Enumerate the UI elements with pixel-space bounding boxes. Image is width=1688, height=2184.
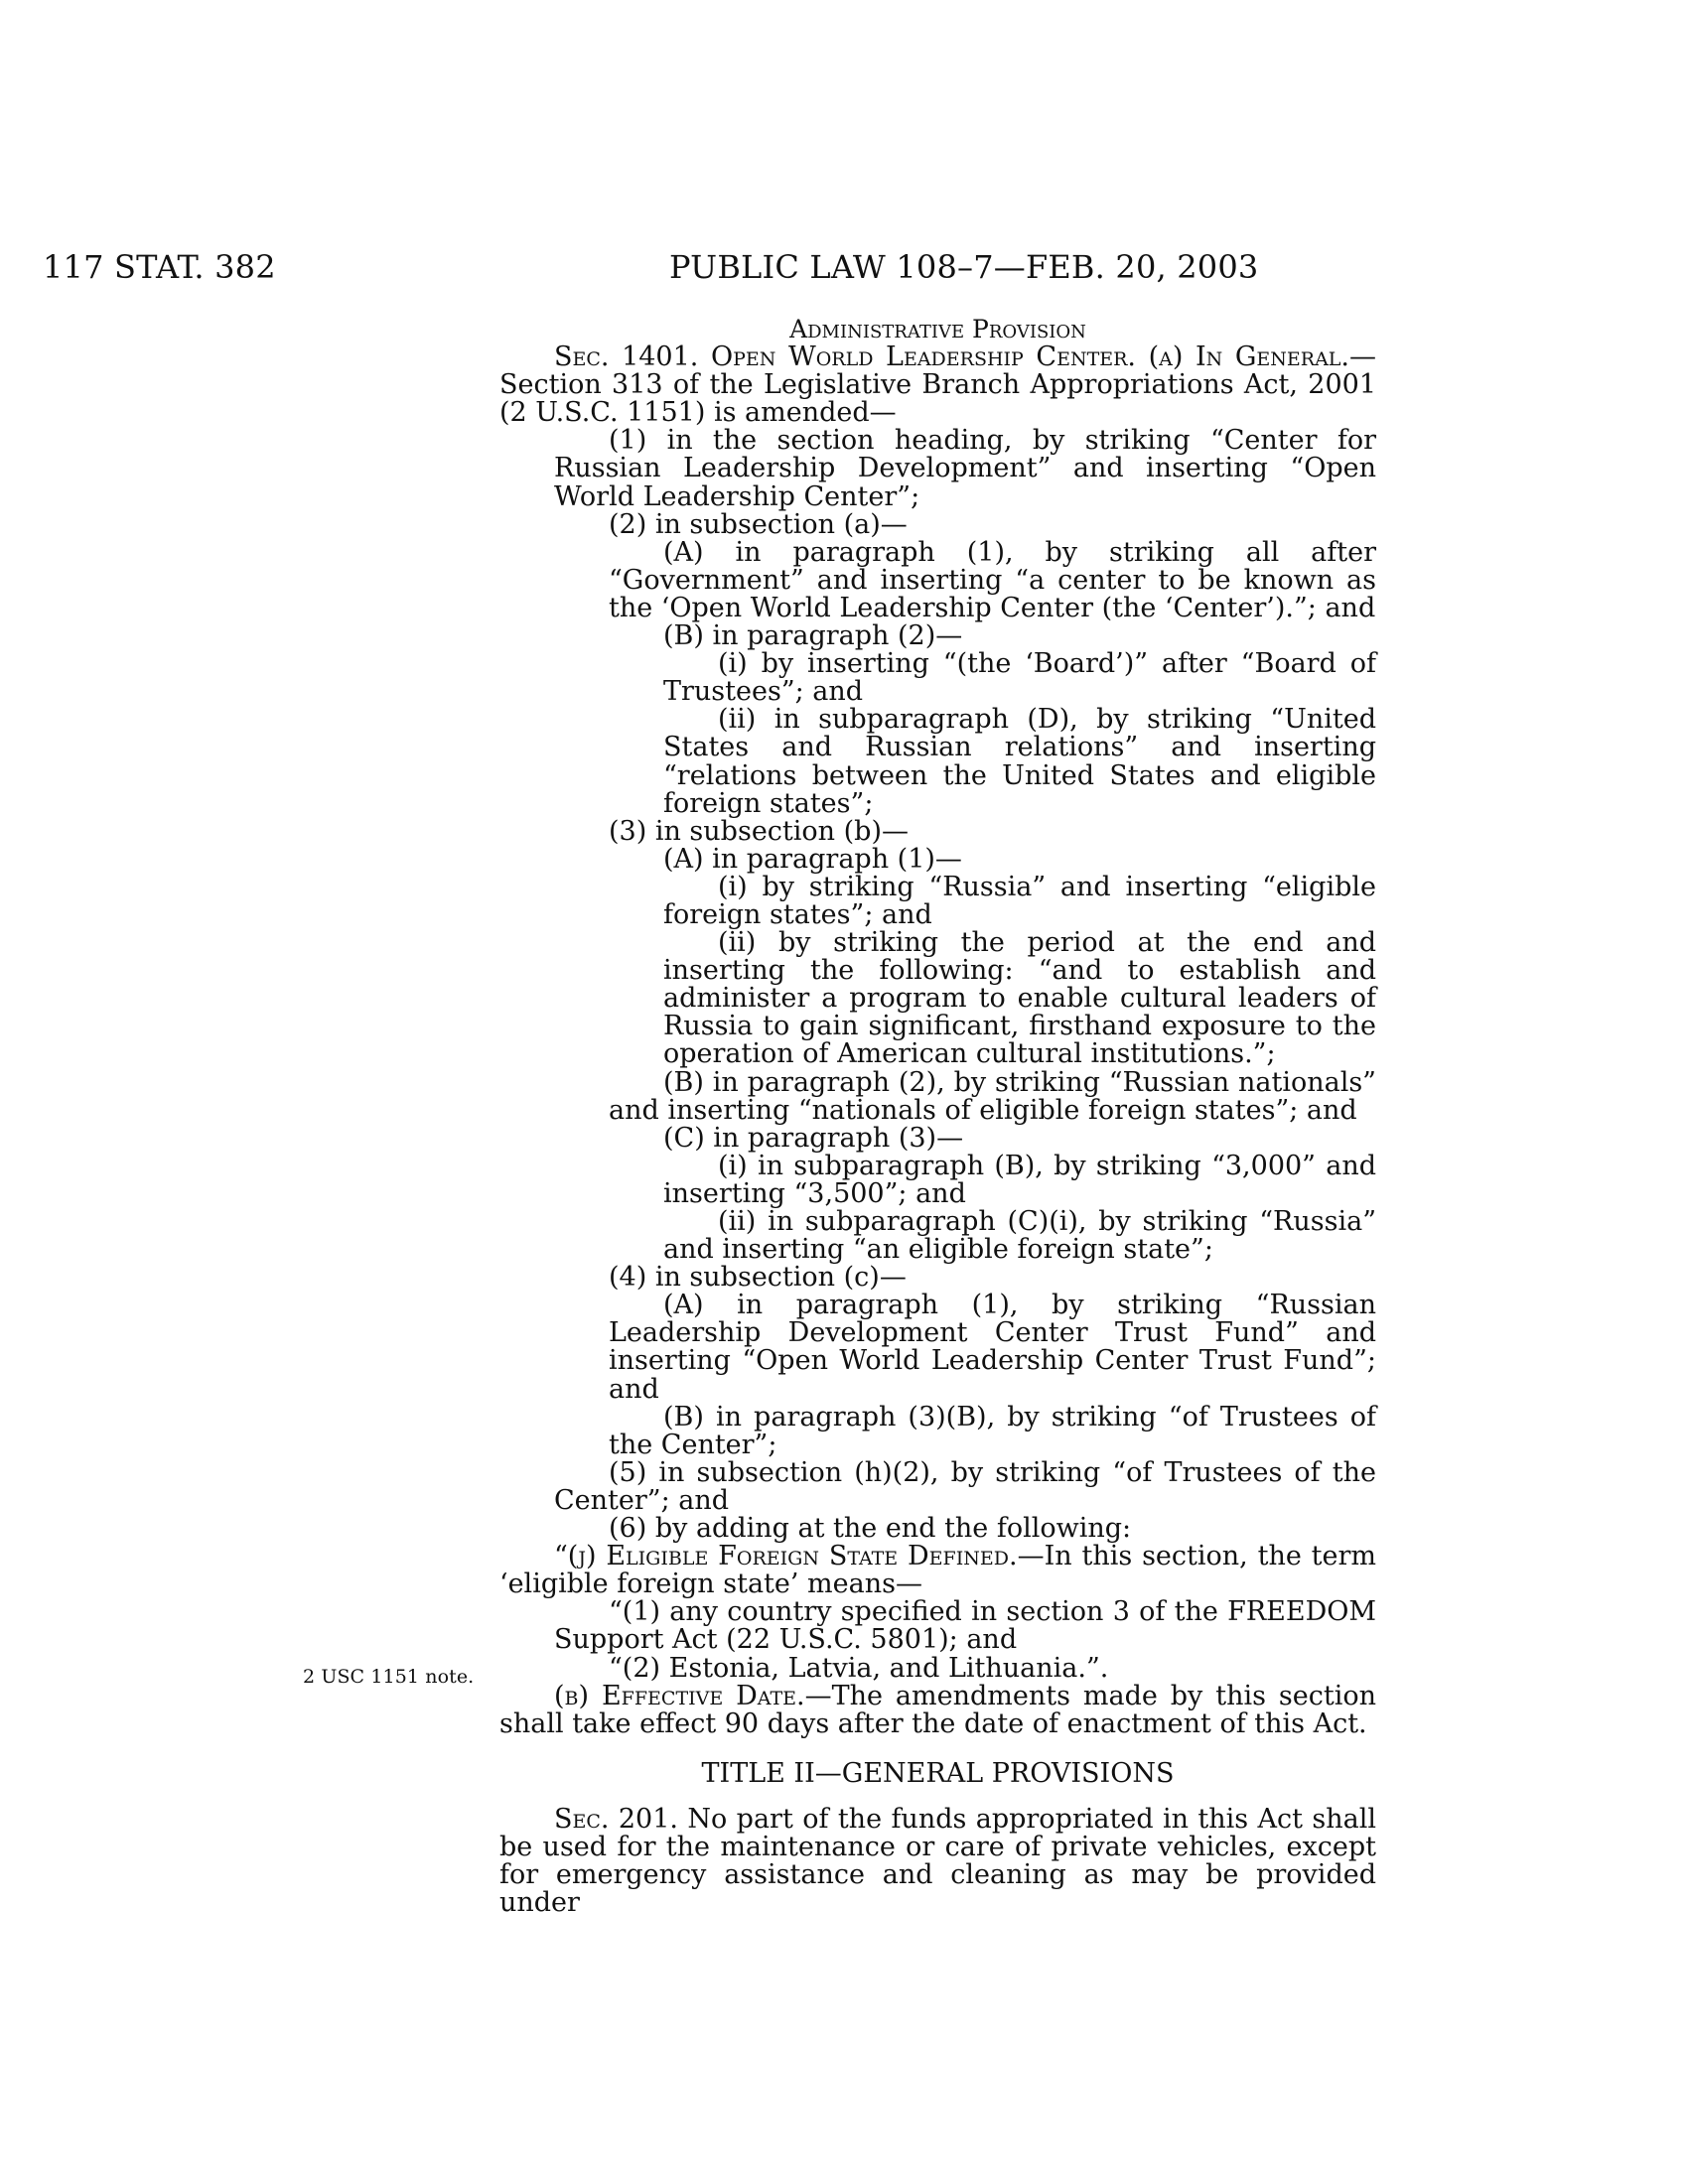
subsection-j-item-2: “(2) Estonia, Latvia, and Lithuania.”. (609, 1652, 1109, 1684)
subsection-j-text: —In this section, the term ‘eligible foreign state’ means— (499, 1541, 1377, 1600)
list-item: (ii) by striking the period at the end and inserting the following: “and to establish and administer a program to enable cultural leaders of Russia to gain significant, firsthand exposure to the operation of American cultural institutions.”; (663, 927, 1376, 1070)
sec-1401-heading: Open World Leadership Center. (710, 341, 1136, 373)
effective-date-text: —The amendments made by this section shall take effect 90 days after the date of enactment of this Act. (499, 1680, 1376, 1739)
subsection-j-label: “(j) Eligible Foreign State Defined. (554, 1541, 1018, 1572)
list-item: (2) in subsection (a)— (609, 508, 908, 540)
sec-1401-label: Sec. 1401. (554, 341, 699, 373)
list-item: (C) in paragraph (3)— (663, 1122, 964, 1154)
list-item: (A) in paragraph (1), by striking all after “Government” and inserting “a center to be known as the ‘Open World Leadership Center (the ‘Center’).”; and (609, 536, 1376, 623)
list-item: (B) in paragraph (2)— (663, 620, 963, 652)
sec-201-label: Sec. 201. (554, 1803, 678, 1835)
list-item: (1) in the section heading, by striking “Center for Russian Leadership Development” and inserting “Open World Leadership Center”; (554, 425, 1376, 512)
document-body (499, 316, 1376, 1917)
subsection-a-label: (a) In General. (1148, 341, 1349, 373)
effective-date-label: (b) Effective Date. (554, 1680, 805, 1711)
list-item: (i) in subparagraph (B), by striking “3,000” and inserting “3,500”; and (663, 1150, 1376, 1209)
list-item: (i) by striking “Russia” and inserting “eligible foreign states”; and (663, 871, 1376, 930)
sec-1401-paragraph (499, 343, 1376, 427)
effective-date-paragraph (499, 1680, 1376, 1739)
sec-201-paragraph (499, 1803, 1377, 1919)
subsection-a-text: —Section 313 of the Legislative Branch Appropriations Act, 2001 (2 U.S.C. 1151) is amended— (499, 341, 1376, 429)
section-title: Administrative Provision (789, 315, 1086, 343)
list-item: (B) in paragraph (2), by striking “Russian nationals” and inserting “nationals of eligible foreign states”; and (609, 1066, 1376, 1126)
list-item: (i) by inserting “(the ‘Board’)” after “Board of Trustees”; and (663, 648, 1376, 708)
marginal-note: 2 USC 1151 note. (303, 1666, 475, 1688)
list-item: (A) in paragraph (1)— (663, 843, 962, 875)
sec-201-text: No part of the funds appropriated in this Act shall be used for the maintenance or care of private vehicles, except for emergency assistance and cleaning as may be provided under (499, 1803, 1377, 1919)
list-item: (B) in paragraph (3)(B), by striking “of Trustees of the Center”; (609, 1401, 1376, 1460)
list-item: (ii) in subparagraph (D), by striking “United States and Russian relations” and inserting “relations between the United States and eligible foreign states”; (663, 704, 1376, 819)
list-item: (ii) in subparagraph (C)(i), by striking “Russia” and inserting “an eligible foreign state”; (663, 1206, 1376, 1266)
public-law-header: PUBLIC LAW 108–7—FEB. 20, 2003 (669, 248, 1259, 286)
list-item: (3) in subsection (b)— (609, 815, 909, 847)
subsection-j-item-1: “(1) any country specified in section 3 of the FREEDOM Support Act (22 U.S.C. 5801); and (554, 1596, 1376, 1656)
subsection-j-paragraph (499, 1543, 1376, 1598)
title-ii-heading: TITLE II—GENERAL PROVISIONS (701, 1757, 1175, 1789)
page-stat-citation: 117 STAT. 382 (43, 248, 276, 286)
list-item: (4) in subsection (c)— (609, 1262, 907, 1294)
list-item: (5) in subsection (h)(2), by striking “of Trustees of the Center”; and (554, 1456, 1376, 1516)
list-item: (6) by adding at the end the following: (609, 1513, 1132, 1545)
list-item: (A) in paragraph (1), by striking “Russian Leadership Development Center Trust Fund” and inserting “Open World Leadership Center Trust Fund”; and (609, 1290, 1376, 1405)
